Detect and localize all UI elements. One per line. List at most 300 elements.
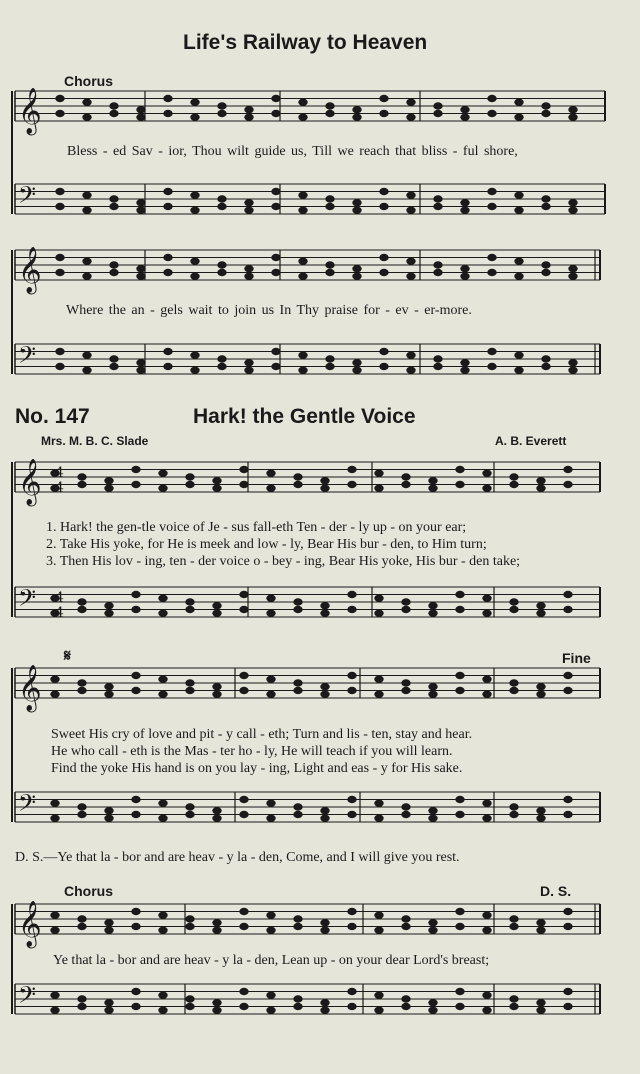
note-head (434, 203, 442, 209)
note-head (51, 927, 59, 933)
note-head (78, 680, 86, 686)
note-head (294, 996, 302, 1002)
note-head (569, 266, 577, 272)
note-head (402, 916, 410, 922)
note-head (83, 99, 91, 105)
note-head (483, 676, 491, 682)
note-head (407, 352, 415, 358)
note-head (159, 595, 167, 601)
bass-clef-icon: 𝄢 (18, 981, 37, 1014)
note-head (375, 800, 383, 806)
note-head (375, 470, 383, 476)
note-head (461, 107, 469, 113)
note-head (321, 603, 329, 609)
note-head (537, 808, 545, 814)
note-head (78, 804, 86, 810)
note-head (218, 203, 226, 209)
note-head (569, 114, 577, 120)
note-head (380, 95, 388, 101)
note-head (78, 916, 86, 922)
note-head (456, 923, 464, 929)
note-head (294, 804, 302, 810)
note-head (213, 603, 221, 609)
note-head (299, 207, 307, 213)
note-head (78, 1003, 86, 1009)
note-head (348, 672, 356, 678)
note-head (488, 110, 496, 116)
note-head (110, 103, 118, 109)
note-head (483, 610, 491, 616)
note-head (105, 1000, 113, 1006)
note-head (191, 99, 199, 105)
note-head (564, 796, 572, 802)
note-head (186, 474, 194, 480)
note-head (218, 262, 226, 268)
note-head (299, 352, 307, 358)
note-head (321, 478, 329, 484)
note-head (51, 992, 59, 998)
note-head (375, 912, 383, 918)
note-head (429, 920, 437, 926)
note-head (348, 1003, 356, 1009)
note-head (380, 363, 388, 369)
note-head (294, 680, 302, 686)
note-head (429, 808, 437, 814)
hymn2-verse3-line-a: 3. Then His lov - ing, ten - der voice o - bey - ing, Bear His yoke, His bur - den take; (46, 554, 521, 569)
note-head (51, 912, 59, 918)
note-head (434, 262, 442, 268)
note-head (488, 203, 496, 209)
note-head (267, 485, 275, 491)
note-head (245, 367, 253, 373)
note-head (186, 804, 194, 810)
note-head (515, 352, 523, 358)
note-head (78, 996, 86, 1002)
note-head (83, 114, 91, 120)
note-head (83, 207, 91, 213)
note-head (294, 916, 302, 922)
note-head (429, 1000, 437, 1006)
note-head (326, 203, 334, 209)
note-head (132, 687, 140, 693)
note-head (294, 474, 302, 480)
note-head (434, 103, 442, 109)
note-head (353, 273, 361, 279)
note-head (105, 927, 113, 933)
hymn1-lyrics-line1: Bless - ed Sav - ior, Thou wilt guide us, Till we reach that bliss - ful shore, (67, 144, 518, 159)
treble-clef-icon: 𝄞 (18, 665, 42, 711)
note-head (375, 676, 383, 682)
hymn1-title: Life's Railway to Heaven (183, 31, 428, 54)
note-head (564, 591, 572, 597)
note-head (402, 996, 410, 1002)
note-head (78, 923, 86, 929)
note-head (267, 800, 275, 806)
note-head (137, 107, 145, 113)
note-head (83, 258, 91, 264)
note-head (132, 672, 140, 678)
note-head (353, 367, 361, 373)
hymn1-chorus-label: Chorus (64, 73, 113, 89)
note-head (348, 908, 356, 914)
note-head (407, 207, 415, 213)
note-head (569, 273, 577, 279)
note-head (456, 811, 464, 817)
bass-clef-icon: 𝄢 (18, 181, 37, 214)
note-head (213, 684, 221, 690)
note-head (240, 481, 248, 487)
note-head (542, 103, 550, 109)
note-head (191, 114, 199, 120)
note-head (191, 258, 199, 264)
note-head (218, 196, 226, 202)
note-head (483, 992, 491, 998)
note-head (294, 606, 302, 612)
segno-sign: 𝄋 (64, 648, 71, 665)
note-head (137, 207, 145, 213)
note-head (483, 912, 491, 918)
note-head (245, 207, 253, 213)
note-head (456, 466, 464, 472)
note-head (294, 811, 302, 817)
note-head (326, 363, 334, 369)
note-head (56, 363, 64, 369)
note-head (83, 192, 91, 198)
treble-clef-icon: 𝄞 (18, 247, 42, 293)
note-head (218, 110, 226, 116)
note-head (375, 815, 383, 821)
note-head (218, 356, 226, 362)
note-head (191, 192, 199, 198)
note-head (78, 811, 86, 817)
note-head (537, 603, 545, 609)
note-head (375, 595, 383, 601)
note-head (272, 95, 280, 101)
time-signature-bottom: 4 (55, 480, 64, 496)
note-head (132, 796, 140, 802)
note-head (159, 485, 167, 491)
note-head (542, 110, 550, 116)
note-head (245, 360, 253, 366)
note-head (164, 203, 172, 209)
hymn1-lyrics-line2: Where the an - gels wait to join us In Thy praise for - ev - er-more. (66, 303, 472, 318)
note-head (299, 114, 307, 120)
note-head (110, 269, 118, 275)
hymn2-verse1-line-b: Sweet His cry of love and pit - y call - eth; Turn and lis - ten, stay and hear. (51, 727, 473, 742)
note-head (105, 1007, 113, 1013)
note-head (461, 114, 469, 120)
note-head (542, 203, 550, 209)
note-head (191, 207, 199, 213)
note-head (380, 254, 388, 260)
note-head (110, 356, 118, 362)
note-head (375, 691, 383, 697)
note-head (429, 684, 437, 690)
note-head (510, 996, 518, 1002)
note-head (348, 811, 356, 817)
note-head (461, 207, 469, 213)
note-head (51, 676, 59, 682)
note-head (402, 923, 410, 929)
note-head (132, 811, 140, 817)
hymn2-verse3-line-b: Find the yoke His hand is on you lay - ing, Light and eas - y for His sake. (51, 761, 463, 776)
note-head (564, 687, 572, 693)
note-head (299, 192, 307, 198)
note-head (321, 808, 329, 814)
note-head (110, 262, 118, 268)
note-head (537, 1007, 545, 1013)
note-head (402, 1003, 410, 1009)
note-head (483, 927, 491, 933)
note-head (245, 114, 253, 120)
note-head (434, 196, 442, 202)
note-head (78, 481, 86, 487)
note-head (537, 1000, 545, 1006)
note-head (537, 920, 545, 926)
note-head (488, 363, 496, 369)
note-head (105, 808, 113, 814)
note-head (186, 923, 194, 929)
note-head (213, 485, 221, 491)
note-head (240, 1003, 248, 1009)
note-head (51, 1007, 59, 1013)
note-head (240, 687, 248, 693)
note-head (375, 992, 383, 998)
note-head (132, 908, 140, 914)
hymn2-title: Hark! the Gentle Voice (193, 405, 416, 428)
note-head (353, 266, 361, 272)
hymn2-verse2-line-b: He who call - eth is the Mas - ter ho - ly, He will teach if you will learn. (51, 744, 453, 759)
note-head (110, 203, 118, 209)
note-head (321, 610, 329, 616)
note-head (294, 687, 302, 693)
treble-clef-icon: 𝄞 (18, 459, 42, 505)
note-head (105, 610, 113, 616)
note-head (510, 804, 518, 810)
note-head (213, 808, 221, 814)
note-head (164, 188, 172, 194)
note-head (402, 474, 410, 480)
note-head (456, 606, 464, 612)
note-head (564, 988, 572, 994)
note-head (105, 815, 113, 821)
note-head (456, 672, 464, 678)
hymn2-verse2-line-a: 2. Take His yoke, for He is meek and low - ly, Bear His bur - den, to Him turn; (46, 537, 487, 552)
note-head (348, 481, 356, 487)
note-head (380, 203, 388, 209)
note-head (515, 258, 523, 264)
note-head (267, 1007, 275, 1013)
note-head (83, 273, 91, 279)
note-head (569, 207, 577, 213)
note-head (321, 684, 329, 690)
note-head (186, 916, 194, 922)
note-head (105, 920, 113, 926)
note-head (456, 591, 464, 597)
note-head (245, 200, 253, 206)
note-head (461, 360, 469, 366)
note-head (326, 103, 334, 109)
note-head (294, 923, 302, 929)
note-head (510, 811, 518, 817)
note-head (159, 800, 167, 806)
note-head (456, 1003, 464, 1009)
note-head (137, 200, 145, 206)
note-head (569, 200, 577, 206)
note-head (299, 367, 307, 373)
note-head (348, 923, 356, 929)
note-head (515, 367, 523, 373)
note-head (456, 988, 464, 994)
note-head (537, 927, 545, 933)
note-head (105, 684, 113, 690)
note-head (456, 687, 464, 693)
note-head (326, 356, 334, 362)
note-head (515, 192, 523, 198)
note-head (56, 269, 64, 275)
note-head (353, 207, 361, 213)
note-head (542, 262, 550, 268)
note-head (326, 269, 334, 275)
note-head (240, 591, 248, 597)
note-head (564, 606, 572, 612)
note-head (294, 1003, 302, 1009)
note-head (434, 356, 442, 362)
note-head (407, 114, 415, 120)
note-head (294, 599, 302, 605)
note-head (272, 203, 280, 209)
note-head (56, 203, 64, 209)
note-head (407, 367, 415, 373)
note-head (564, 923, 572, 929)
note-head (105, 603, 113, 609)
note-head (137, 360, 145, 366)
time-signature-bottom: 4 (55, 605, 64, 621)
note-head (191, 352, 199, 358)
note-head (510, 923, 518, 929)
note-head (159, 927, 167, 933)
note-head (186, 811, 194, 817)
note-head (353, 360, 361, 366)
note-head (56, 188, 64, 194)
note-head (542, 356, 550, 362)
note-head (159, 912, 167, 918)
note-head (105, 691, 113, 697)
note-head (191, 273, 199, 279)
note-head (51, 691, 59, 697)
note-head (186, 680, 194, 686)
note-head (272, 188, 280, 194)
note-head (510, 916, 518, 922)
note-head (137, 367, 145, 373)
note-head (132, 1003, 140, 1009)
note-head (240, 811, 248, 817)
note-head (515, 99, 523, 105)
note-head (402, 804, 410, 810)
note-head (213, 1000, 221, 1006)
note-head (272, 348, 280, 354)
time-signature-top: 4 (55, 465, 64, 481)
note-head (83, 352, 91, 358)
note-head (132, 466, 140, 472)
note-head (267, 470, 275, 476)
note-head (542, 196, 550, 202)
note-head (380, 188, 388, 194)
note-head (429, 603, 437, 609)
note-head (267, 815, 275, 821)
note-head (348, 606, 356, 612)
note-head (213, 927, 221, 933)
note-head (326, 196, 334, 202)
note-head (429, 485, 437, 491)
note-head (429, 927, 437, 933)
note-head (537, 610, 545, 616)
note-head (213, 610, 221, 616)
note-head (488, 95, 496, 101)
note-head (434, 269, 442, 275)
note-head (429, 815, 437, 821)
note-head (159, 815, 167, 821)
note-head (321, 1000, 329, 1006)
note-head (537, 478, 545, 484)
note-head (299, 99, 307, 105)
note-head (272, 363, 280, 369)
note-head (218, 269, 226, 275)
note-head (272, 110, 280, 116)
note-head (321, 1007, 329, 1013)
note-head (78, 474, 86, 480)
note-head (402, 687, 410, 693)
note-head (380, 348, 388, 354)
treble-clef-icon: 𝄞 (18, 88, 42, 134)
note-head (159, 1007, 167, 1013)
note-head (267, 610, 275, 616)
note-head (326, 262, 334, 268)
note-head (429, 478, 437, 484)
note-head (456, 481, 464, 487)
note-head (164, 254, 172, 260)
note-head (456, 796, 464, 802)
note-head (132, 481, 140, 487)
note-head (483, 485, 491, 491)
ds-label: D. S. (540, 883, 572, 899)
note-head (272, 269, 280, 275)
note-head (542, 363, 550, 369)
note-head (240, 466, 248, 472)
note-head (164, 363, 172, 369)
note-head (299, 273, 307, 279)
note-head (564, 1003, 572, 1009)
note-head (186, 687, 194, 693)
note-head (564, 466, 572, 472)
note-head (267, 912, 275, 918)
note-head (515, 273, 523, 279)
note-head (240, 606, 248, 612)
note-head (56, 348, 64, 354)
note-head (461, 367, 469, 373)
note-head (240, 988, 248, 994)
note-head (510, 680, 518, 686)
note-head (132, 606, 140, 612)
note-head (51, 815, 59, 821)
note-head (267, 676, 275, 682)
note-head (375, 1007, 383, 1013)
note-head (510, 1003, 518, 1009)
treble-clef-icon: 𝄞 (18, 901, 42, 947)
note-head (240, 672, 248, 678)
note-head (515, 207, 523, 213)
note-head (461, 200, 469, 206)
